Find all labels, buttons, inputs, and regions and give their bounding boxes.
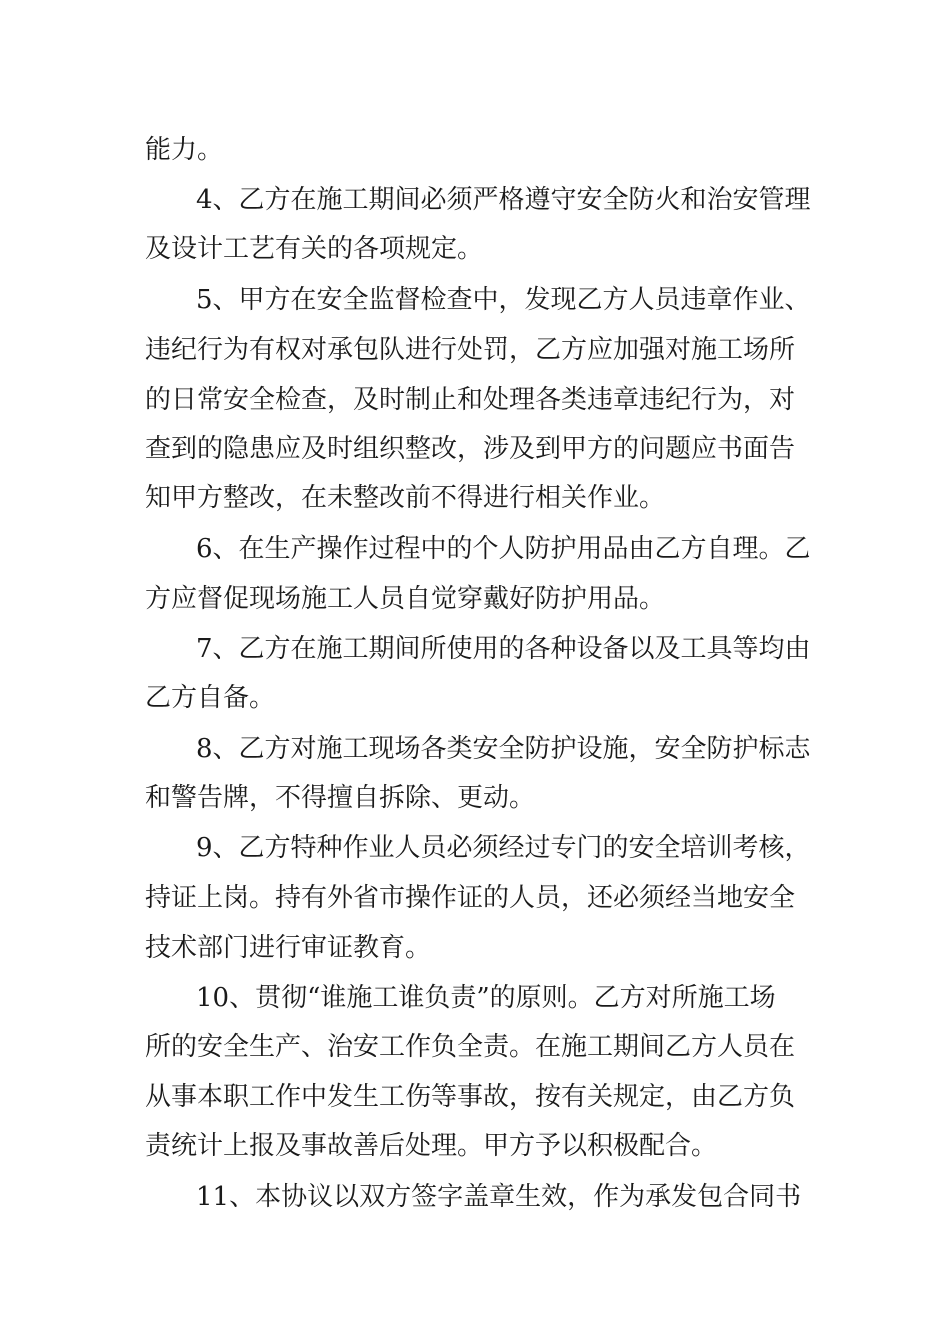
text-line: 的日常安全检查，及时制止和处理各类违章违纪行为，对 — [145, 385, 796, 415]
text-line: 和警告牌，不得擅自拆除、更动。 — [145, 783, 536, 813]
text-line: 从事本职工作中发生工伤等事故，按有关规定，由乙方负 — [145, 1082, 796, 1112]
text-line: 责统计上报及事故善后处理。甲方予以积极配合。 — [145, 1131, 718, 1161]
text-line: 持证上岗。持有外省市操作证的人员，还必须经当地安全 — [145, 883, 796, 913]
text-line: 知甲方整改，在未整改前不得进行相关作业。 — [145, 483, 666, 513]
text-line: 7、乙方在施工期间所使用的各种设备以及工具等均由 — [196, 634, 811, 664]
text-line: 9、乙方特种作业人员必须经过专门的安全培训考核， — [196, 833, 811, 863]
text-line: 查到的隐患应及时组织整改，涉及到甲方的问题应书面告 — [145, 434, 796, 464]
text-line: 所的安全生产、治安工作负全责。在施工期间乙方人员在 — [145, 1032, 796, 1062]
text-line: 5、甲方在安全监督检查中，发现乙方人员违章作业、 — [196, 285, 811, 315]
text-line: 4、乙方在施工期间必须严格遵守安全防火和治安管理 — [196, 185, 811, 215]
text-line: 8、乙方对施工现场各类安全防护设施，安全防护标志 — [196, 734, 811, 764]
text-line: 10、贯彻“谁施工谁负责”的原则。乙方对所施工场 — [196, 983, 776, 1013]
text-line: 乙方自备。 — [145, 683, 276, 713]
text-line: 11、本协议以双方签字盖章生效，作为承发包合同书 — [196, 1182, 802, 1212]
text-line: 6、在生产操作过程中的个人防护用品由乙方自理。乙 — [196, 534, 811, 564]
text-line: 能力。 — [145, 135, 224, 165]
text-line: 违纪行为有权对承包队进行处罚，乙方应加强对施工场所 — [145, 335, 796, 365]
text-line: 技术部门进行审证教育。 — [145, 933, 432, 963]
text-line: 及设计工艺有关的各项规定。 — [145, 234, 484, 264]
text-line: 方应督促现场施工人员自觉穿戴好防护用品。 — [145, 584, 666, 614]
